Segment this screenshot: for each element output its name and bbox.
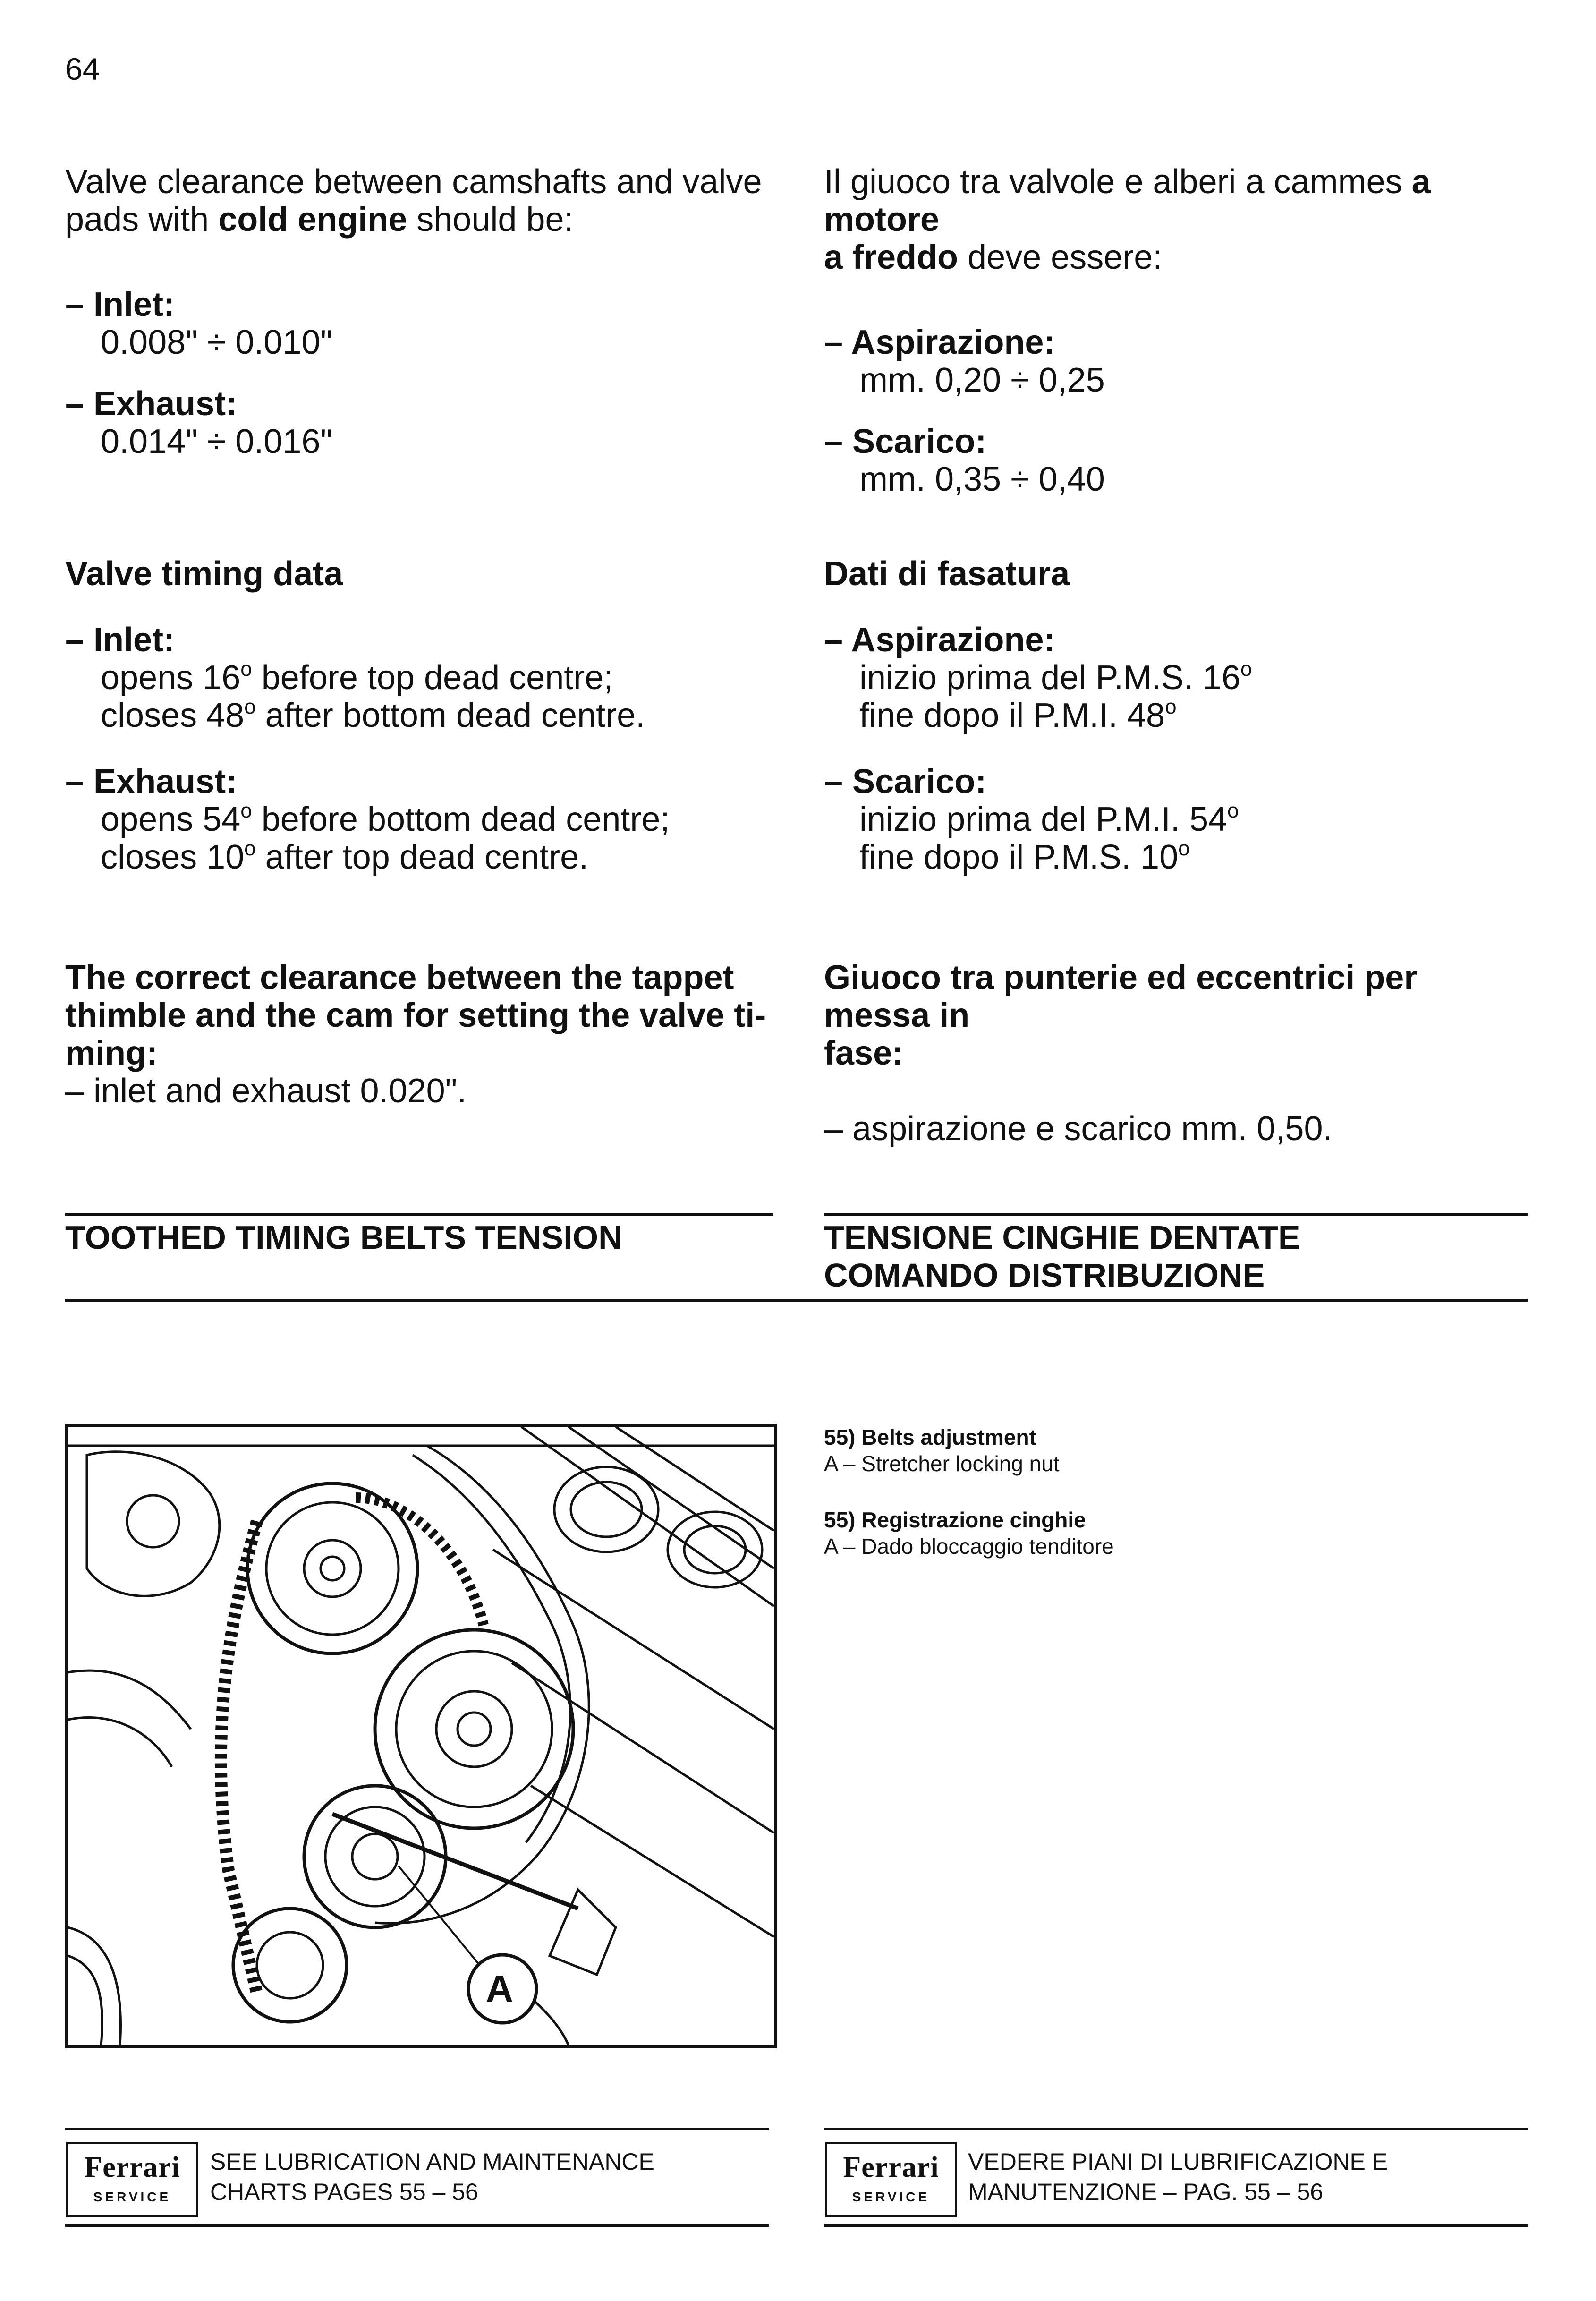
section-rule-top-en: [65, 1213, 773, 1216]
tappet-line1: The correct clearance between the tappet: [65, 959, 734, 997]
caption-en-item: A – Stretcher locking nut: [824, 1451, 1060, 1476]
timing-inlet-label: – Inlet:: [65, 621, 175, 659]
footer-rule-top-en: [65, 2128, 769, 2130]
figure-caption-it: [824, 1507, 1114, 1560]
punterie-line2: fase:: [824, 1034, 904, 1072]
timing-inlet-closes: closes 48$^o$ after bottom dead centre.: [101, 695, 645, 734]
scarico-value: mm. 0,35 ÷ 0,40: [859, 460, 1105, 498]
inlet-clearance-value: 0.008" ÷ 0.010": [101, 324, 332, 361]
tappet-line2: thimble and the cam for setting the valve ti-: [65, 997, 766, 1034]
callout-a-label: A: [486, 1968, 513, 2010]
timing-exhaust-label: – Exhaust:: [65, 763, 238, 801]
clearance-intro-line1: Valve clearance between camshafts and valve: [65, 163, 762, 201]
fasatura-aspirazione-inizio: inizio prima del P.M.S. 16$^o$: [859, 657, 1252, 697]
caption-it-title: 55) Registrazione cinghie: [824, 1508, 1086, 1532]
timing-exhaust-closes: closes 10$^o$ after top dead centre.: [101, 837, 589, 876]
punterie-value: – aspirazione e scarico mm. 0,50.: [824, 1110, 1333, 1148]
fasatura-scarico-fine: fine dopo il P.M.S. 10$^o$: [859, 837, 1190, 876]
inlet-label: – Inlet:: [65, 286, 175, 324]
ferrari-logo-service: SERVICE: [93, 2190, 171, 2204]
clearance-intro-line2-it: a freddo deve essere:: [824, 239, 1163, 276]
footer-rule-top-it: [824, 2128, 1528, 2130]
aspirazione-value: mm. 0,20 ÷ 0,25: [859, 361, 1105, 399]
timing-title: Valve timing data: [65, 555, 343, 593]
tappet-italian: [824, 959, 1532, 1148]
tappet-english: [65, 959, 773, 1110]
timing-italian: [824, 555, 1532, 876]
timing-english: [65, 555, 773, 876]
ferrari-logo-word: Ferrari: [84, 2151, 180, 2183]
scarico-label: – Scarico:: [824, 423, 987, 460]
fasatura-aspirazione-label: – Aspirazione:: [824, 621, 1055, 659]
fasatura-scarico-label: – Scarico:: [824, 763, 987, 801]
footer-note-en: SEE LUBRICATION AND MAINTENANCE CHARTS PAGES 55 – 56: [210, 2148, 654, 2205]
footer-note-it: VEDERE PIANI DI LUBRIFICAZIONE E MANUTENZIONE – PAG. 55 – 56: [968, 2148, 1388, 2205]
clearance-english: [65, 163, 773, 460]
page-number: 64: [65, 51, 100, 86]
section-rule-top-it: [824, 1213, 1528, 1216]
ferrari-service-logo-en: [66, 2142, 198, 2217]
exhaust-label: – Exhaust:: [65, 385, 238, 423]
clearance-italian: [824, 163, 1532, 498]
engine-timing-belt-illustration: [65, 1424, 777, 2048]
footer-rule-bottom-it: [824, 2224, 1528, 2227]
caption-it-item: A – Dado bloccaggio tenditore: [824, 1534, 1114, 1559]
section-rule-bottom: [65, 1299, 1528, 1302]
tappet-value: – inlet and exhaust 0.020".: [65, 1072, 467, 1110]
fasatura-scarico-inizio: inizio prima del P.M.I. 54$^o$: [859, 799, 1239, 838]
footer-rule-bottom-en: [65, 2224, 769, 2227]
section-title-en: TOOTHED TIMING BELTS TENSION: [65, 1219, 622, 1256]
figure-caption-en: [824, 1424, 1060, 1477]
timing-exhaust-opens: opens 54$^o$ before bottom dead centre;: [101, 799, 670, 838]
punterie-line1: Giuoco tra punterie ed eccentrici per messa in: [824, 959, 1418, 1034]
caption-en-title: 55) Belts adjustment: [824, 1425, 1036, 1449]
timing-inlet-opens: opens 16$^o$ before top dead centre;: [101, 657, 613, 697]
section-title-it: TENSIONE CINGHIE DENTATE COMANDO DISTRIBUZIONE: [824, 1219, 1300, 1294]
fasatura-title: Dati di fasatura: [824, 555, 1070, 593]
clearance-intro-line2: pads with cold engine should be:: [65, 201, 574, 239]
ferrari-service-logo-it: Ferrari SERVICE: [825, 2142, 957, 2217]
tappet-line3: ming:: [65, 1034, 158, 1072]
engine-drawing: [68, 1427, 774, 2045]
clearance-intro-line1-it: Il giuoco tra valvole e alberi a cammes a motore: [824, 163, 1431, 239]
exhaust-clearance-value: 0.014" ÷ 0.016": [101, 423, 332, 460]
fasatura-aspirazione-fine: fine dopo il P.M.I. 48$^o$: [859, 695, 1177, 734]
aspirazione-label: – Aspirazione:: [824, 324, 1055, 361]
